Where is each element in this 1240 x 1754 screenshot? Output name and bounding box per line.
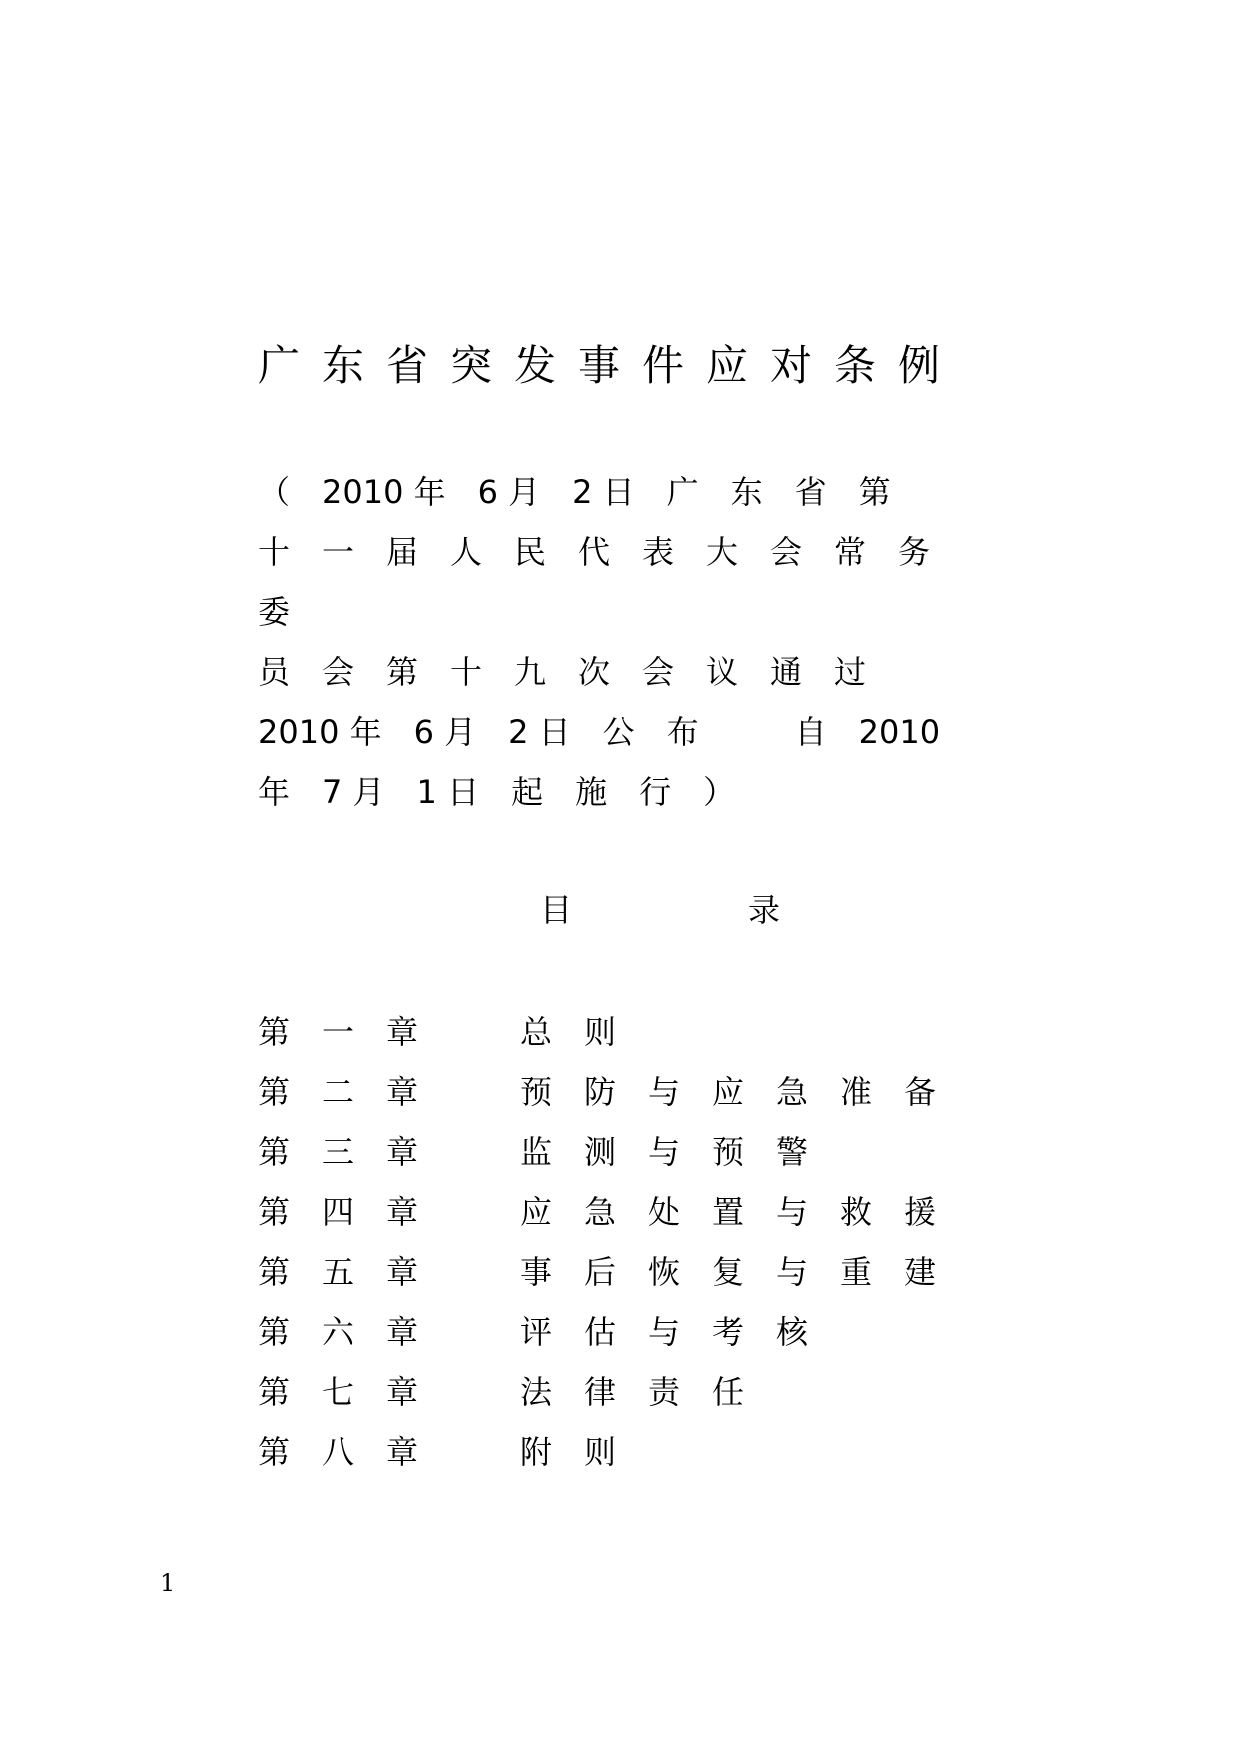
toc-chapter-name: 监测与预警 <box>520 1133 841 1171</box>
page-number: 1 <box>160 1569 176 1597</box>
toc-chapter-number: 第二章 <box>258 1073 451 1111</box>
toc-chapter-name: 事后恢复与重建 <box>520 1253 969 1291</box>
toc-row <box>258 1242 978 1302</box>
toc-row <box>258 1302 978 1362</box>
toc-chapter-number: 第六章 <box>258 1313 451 1351</box>
promulgation-line: （ 2010 年 6 月 2 日 广 东 省 第 <box>258 473 891 511</box>
toc-chapter-name: 评估与考核 <box>520 1313 841 1351</box>
table-of-contents <box>258 1002 978 1482</box>
toc-heading: 目 录 <box>540 891 780 929</box>
document-title: 广东省突发事件应对条例 <box>258 341 963 390</box>
toc-chapter-name: 应急处置与救援 <box>520 1193 969 1231</box>
promulgation-line: 十 一 届 人 民 代 表 大 会 常 务 <box>258 533 931 571</box>
promulgation-line: 委 <box>258 593 291 631</box>
toc-row <box>258 1422 978 1482</box>
toc-row <box>258 1002 978 1062</box>
toc-chapter-number: 第八章 <box>258 1433 451 1471</box>
promulgation-line: 员 会 第 十 九 次 会 议 通 过 <box>258 653 867 691</box>
toc-chapter-number: 第五章 <box>258 1253 451 1291</box>
toc-row <box>258 1062 978 1122</box>
promulgation-note <box>258 462 998 822</box>
promulgation-line: 年 7 月 1 日 起 施 行 ） <box>258 773 736 811</box>
toc-chapter-number: 第四章 <box>258 1193 451 1231</box>
toc-chapter-name: 附则 <box>520 1433 649 1471</box>
toc-row <box>258 1122 978 1182</box>
toc-chapter-number: 第三章 <box>258 1133 451 1171</box>
toc-row <box>258 1182 978 1242</box>
toc-row <box>258 1362 978 1422</box>
toc-chapter-name: 法律责任 <box>520 1373 777 1411</box>
toc-chapter-name: 总则 <box>520 1013 649 1051</box>
promulgation-line: 2010 年 6 月 2 日 公 布 自 2010 <box>258 713 941 751</box>
toc-chapter-name: 预防与应急准备 <box>520 1073 969 1111</box>
toc-chapter-number: 第七章 <box>258 1373 451 1411</box>
toc-chapter-number: 第一章 <box>258 1013 451 1051</box>
